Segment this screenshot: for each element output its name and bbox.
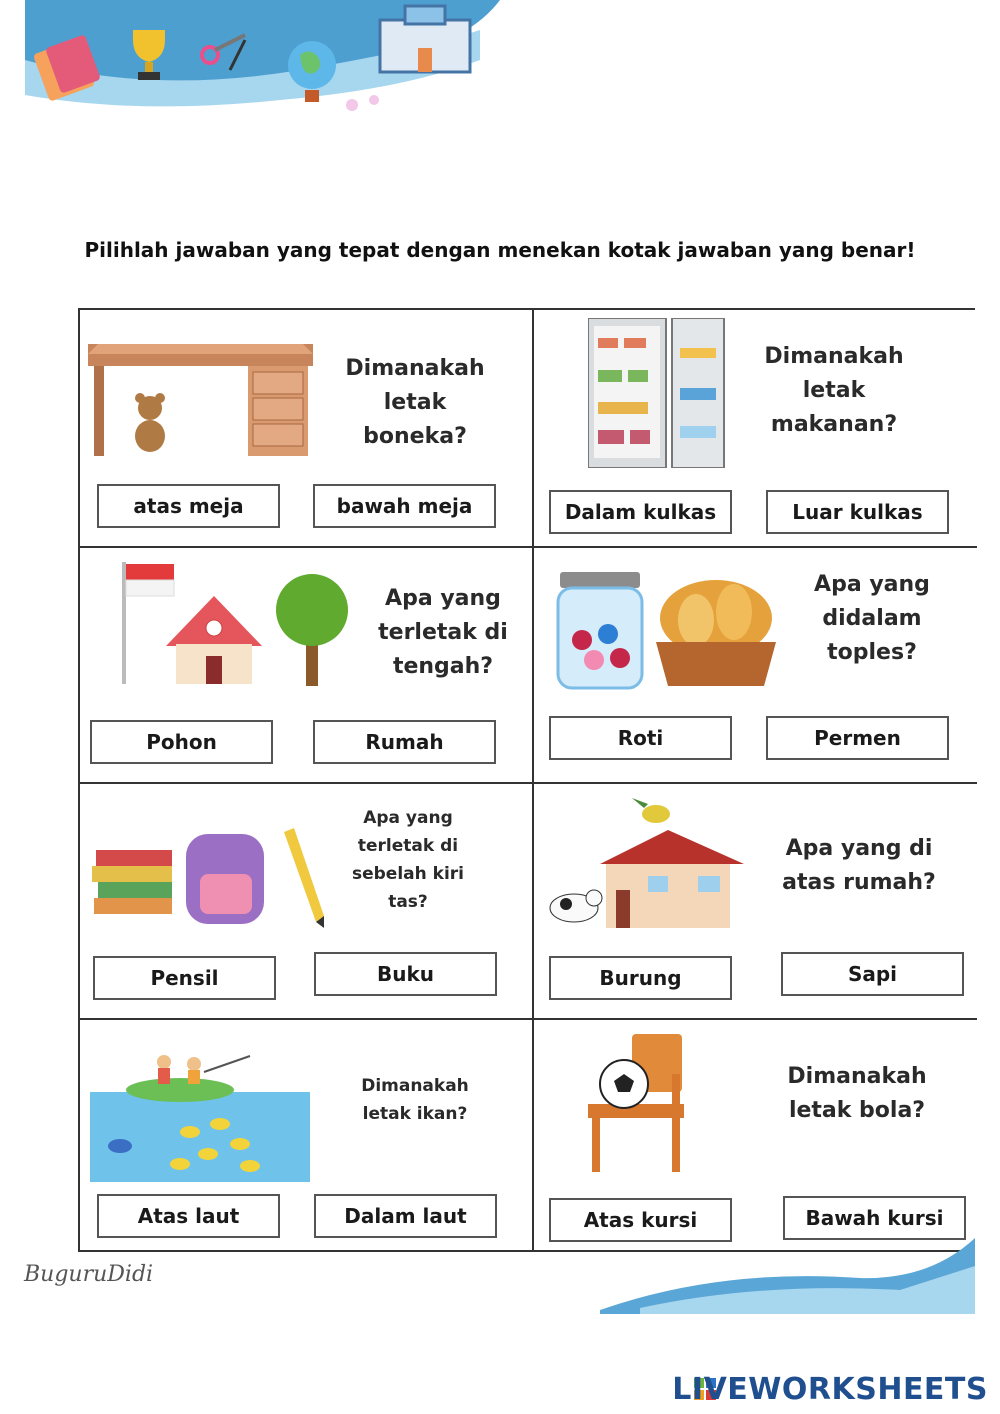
brand-signature: BuguruDidi	[24, 1262, 154, 1287]
answer-button-b[interactable]: Permen	[766, 716, 949, 760]
instruction-text: Pilihlah jawaban yang tepat dengan menekan kotak jawaban yang benar!	[84, 238, 916, 262]
backpack-icon	[186, 834, 264, 924]
question-grid	[78, 308, 975, 1252]
fridge-illustration	[588, 318, 728, 468]
answer-button-a[interactable]: Pensil	[93, 956, 276, 1000]
liveworksheets-logo-text[interactable]: LIVEWORKSHEETS	[672, 1372, 988, 1407]
tree-icon	[276, 574, 348, 686]
answer-button-b[interactable]: Rumah	[313, 720, 496, 764]
answer-button-a[interactable]: Roti	[549, 716, 732, 760]
books-icon	[92, 850, 172, 914]
chair-ball-illustration	[586, 1034, 696, 1174]
candy-jar-icon	[558, 572, 642, 688]
flag-house-tree-illustration	[116, 558, 366, 688]
question-card-4	[534, 548, 977, 784]
answer-button-b[interactable]: Dalam laut	[314, 1194, 497, 1238]
answer-button-b[interactable]: Luar kulkas	[766, 490, 949, 534]
question-text: Dimanakah letak makanan?	[764, 344, 904, 437]
question-card-8	[534, 1020, 977, 1252]
cow-icon	[550, 890, 602, 922]
question-card-3	[80, 548, 534, 784]
question-card-7	[80, 1020, 534, 1252]
question-text: Apa yang di atas rumah?	[782, 836, 936, 895]
flag-icon	[122, 562, 174, 684]
header-banner	[0, 0, 1000, 130]
answer-button-a[interactable]: Dalam kulkas	[549, 490, 732, 534]
answer-button-a[interactable]: Atas laut	[97, 1194, 280, 1238]
question-card-5	[80, 784, 534, 1020]
question-text: Apa yang didalam toples?	[814, 572, 930, 665]
teddy-bear-icon	[135, 393, 165, 452]
answer-button-a[interactable]: Atas kursi	[549, 1198, 732, 1242]
desk-teddy-illustration	[88, 338, 313, 458]
question-text: Dimanakah letak ikan?	[361, 1076, 469, 1124]
question-card-6	[534, 784, 977, 1020]
question-card-1	[80, 310, 534, 548]
books-bag-pencil-illustration	[92, 824, 332, 928]
question-text: Apa yang terletak di sebelah kiri tas?	[351, 808, 464, 912]
question-text: Dimanakah letak bola?	[787, 1064, 927, 1123]
house-bird-cow-illustration	[548, 794, 768, 934]
answer-button-b[interactable]: Sapi	[781, 952, 964, 996]
boat-fish-illustration	[90, 1042, 310, 1182]
pencil-icon	[284, 828, 324, 928]
jar-bread-illustration	[556, 570, 781, 690]
answer-button-b[interactable]: Buku	[314, 952, 497, 996]
question-text: Apa yang terletak di tengah?	[378, 586, 508, 679]
bird-icon	[632, 798, 670, 823]
flower-icon	[346, 95, 379, 111]
answer-button-a[interactable]: Burung	[549, 956, 732, 1000]
answer-button-a[interactable]: Pohon	[90, 720, 273, 764]
house-icon	[600, 830, 744, 928]
answer-button-a[interactable]: atas meja	[97, 484, 280, 528]
house-icon	[166, 596, 262, 684]
answer-button-b[interactable]: Bawah kursi	[783, 1196, 966, 1240]
soccer-ball-icon	[600, 1060, 648, 1108]
answer-button-b[interactable]: bawah meja	[313, 484, 496, 528]
question-text: Dimanakah letak boneka?	[345, 356, 485, 449]
question-card-2	[534, 310, 977, 548]
bread-basket-icon	[656, 580, 776, 686]
footer-wave	[600, 1238, 980, 1318]
